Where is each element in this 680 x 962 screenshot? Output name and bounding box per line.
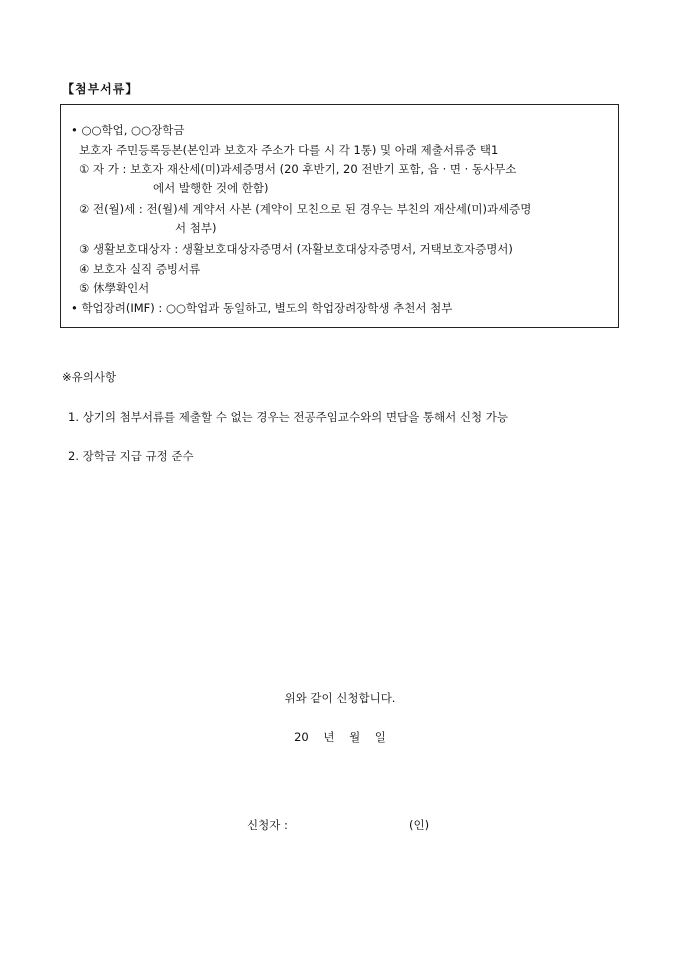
attachments-box [60,104,619,328]
box-line: ⑤ 休學확인서 [79,281,150,295]
attachments-heading: 【첨부서류】 [62,82,139,96]
applicant-label: 신청자 : [247,818,288,832]
box-line: 보호자 주민등록등본(본인과 보호자 주소가 다를 시 각 1통) 및 아래 제출서류중 택1 [79,143,499,157]
box-line: ④ 보호자 실직 증빙서류 [79,262,201,276]
box-line: ① 자 가 : 보호자 재산세(미)과세증명서 (20 후반기, 20 전반기 포함, 읍 · 면 · 동사무소 [79,162,517,176]
box-line: ③ 생활보호대상자 : 생활보호대상자증명서 (자활보호대상자증명서, 거택보호자증명서) [79,242,513,256]
date-line: 20 년 월 일 [294,730,386,744]
box-line: • 학업장려(IMF) : ○○학업과 동일하고, 별도의 학업장려장학생 추천서 첨부 [71,301,453,315]
note-item: 1. 상기의 첨부서류를 제출할 수 없는 경우는 전공주임교수와의 면담을 통해서 신청 가능 [68,410,508,424]
note-item: 2. 장학금 지급 규정 준수 [68,449,194,463]
box-line: ② 전(월)세 : 전(월)세 계약서 사본 (계약이 모친으로 된 경우는 부친의 재산세(미)과세증명 [79,202,532,216]
seal-label: (인) [409,818,430,832]
notes-title: ※유의사항 [62,370,117,384]
apply-statement: 위와 같이 신청합니다. [284,691,396,705]
box-line: 에서 발행한 것에 한함) [153,181,269,195]
box-line: • ○○학업, ○○장학금 [71,123,185,137]
box-line: 서 첨부) [175,221,217,235]
